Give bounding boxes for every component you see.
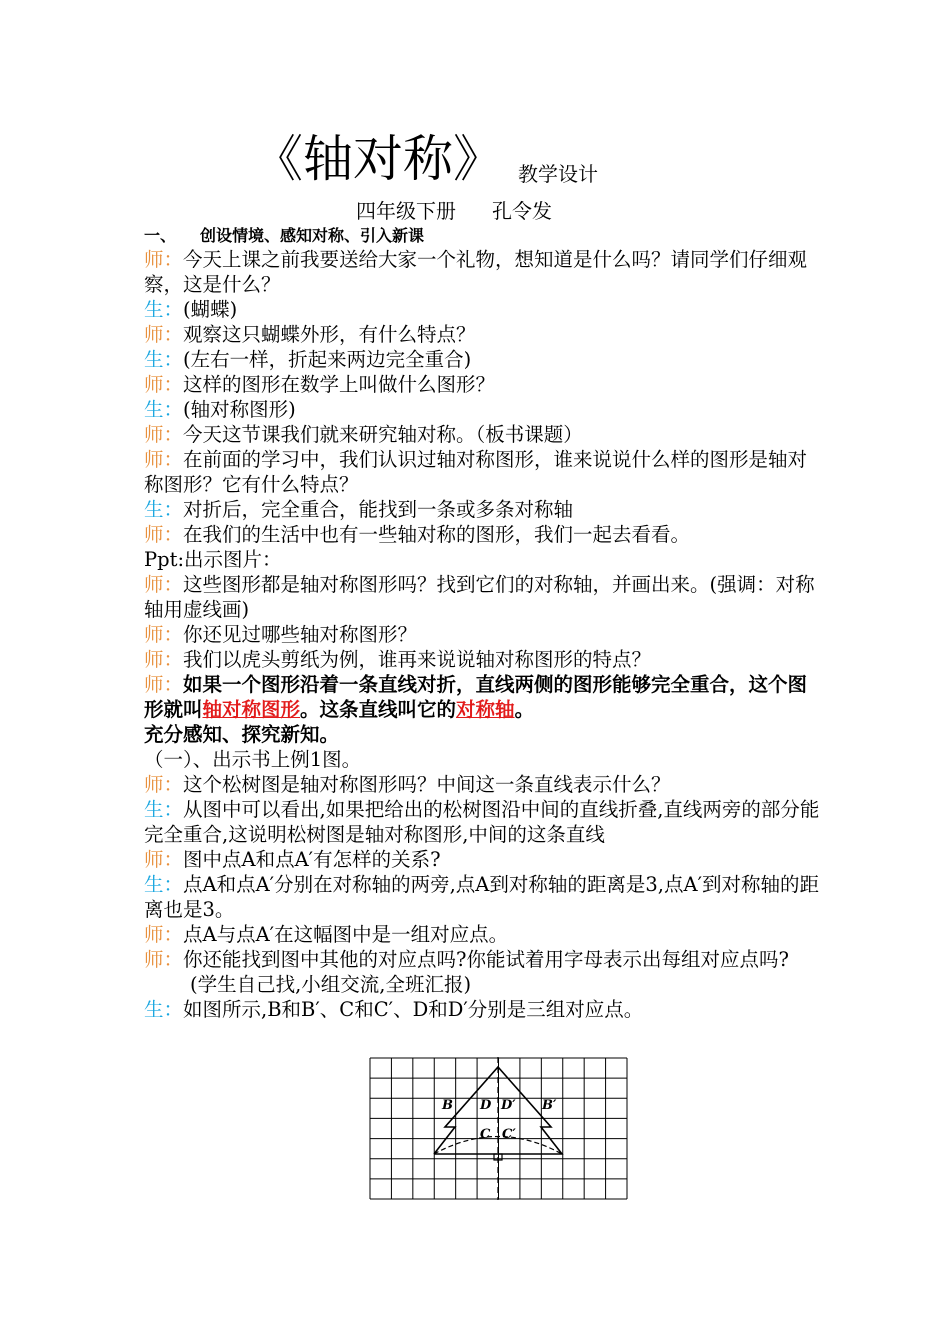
activity-note: (学生自己找,小组交流,全班汇报) [190,973,472,996]
teacher-label: 师： [144,948,184,971]
term-symmetry-axis: 对称轴 [456,698,515,721]
grade-label: 四年级下册 [356,199,456,223]
teacher-label: 师： [144,423,184,446]
student-label: 生： [144,398,184,421]
title-suffix: 教学设计 [518,162,598,186]
subsection-heading: （一）、出示书上例1图。 [144,748,362,771]
byline [356,197,552,225]
point-label-B: B [442,1098,453,1113]
point-label-C: C [480,1127,491,1142]
point-label-B-prime: B′ [542,1098,557,1113]
teacher-label: 师： [144,523,184,546]
student-label: 生： [144,998,184,1021]
point-label-D: D [480,1098,492,1113]
dialogue-line: 师：在我们的生活中也有一些轴对称的图形，我们一起去看看。 [144,523,691,546]
pine-tree-grid-figure [369,1057,628,1200]
dialogue-line: 师：观察这只蝴蝶外形，有什么特点？ [144,323,476,346]
dialogue-line: 师：在前面的学习中，我们认识过轴对称图形，谁来说说什么样的图形是轴对称图形？它有什么特点？ [144,448,808,496]
teacher-label: 师： [144,773,184,796]
student-label: 生： [144,298,184,321]
teacher-label: 师： [144,648,184,671]
teacher-label: 师： [144,448,184,471]
teacher-label: 师： [144,923,184,946]
dialogue-line: 师：今天上课之前我要送给大家一个礼物，想知道是什么吗？请同学们仔细观察，这是什么？ [144,248,808,296]
dialogue-line: 师：这些图形都是轴对称图形吗？找到它们的对称轴，并画出来。(强调：对称轴用虚线画) [144,573,815,621]
ppt-note: Ppt:出示图片： [144,548,282,571]
dialogue-line: 生：(左右一样，折起来两边完全重合) [144,348,472,371]
dialogue-line: 师：图中点A和点A′有怎样的关系? [144,848,441,871]
dialogue-line: 师：这样的图形在数学上叫做什么图形？ [144,373,496,396]
teacher-label: 师： [144,323,184,346]
point-label-D-prime: D′ [501,1098,516,1113]
section-heading: 充分感知、探究新知。 [144,723,340,746]
teacher-label: 师： [144,373,184,396]
dialogue-line: 生：(轴对称图形) [144,398,296,421]
teacher-label: 师： [144,573,184,596]
term-axisymmetric-figure: 轴对称图形 [202,698,301,721]
definition-line: 师：如果一个图形沿着一条直线对折，直线两侧的图形能够完全重合，这个图形就叫轴对称图形。这条直线叫它的对称轴。 [144,673,808,721]
teacher-label: 师： [144,848,184,871]
lesson-body [144,224,820,1022]
dialogue-line: 师：我们以虎头剪纸为例，谁再来说说轴对称图形的特点？ [144,648,652,671]
document-title: 《轴对称》 [253,130,503,188]
dialogue-line: 生：对折后，完全重合，能找到一条或多条对称轴 [144,498,574,521]
teacher-label: 师： [144,623,184,646]
dialogue-line: 师：你还见过哪些轴对称图形？ [144,623,418,646]
point-label-C-prime: C′ [502,1127,516,1142]
dialogue-line: 师：你还能找到图中其他的对应点吗?你能试着用字母表示出每组对应点吗? [144,948,789,971]
student-label: 生： [144,498,184,521]
dialogue-line: 生：从图中可以看出,如果把给出的松树图沿中间的直线折叠,直线两旁的部分能完全重合,这说明松树图是轴对称图形,中间的这条直线 [144,798,820,846]
teacher-label: 师： [144,673,184,696]
dialogue-line: 生：如图所示,B和B′、C和C′、D和D′分别是三组对应点。 [144,998,644,1021]
author-name: 孔令发 [492,199,552,223]
dialogue-line: 师：这个松树图是轴对称图形吗？中间这一条直线表示什么？ [144,773,671,796]
student-label: 生： [144,798,184,821]
dialogue-line: 师：点A与点A′在这幅图中是一组对应点。 [144,923,509,946]
teacher-label: 师： [144,248,184,271]
dialogue-line: 生：点A和点A′分别在对称轴的两旁,点A到对称轴的距离是3,点A′到对称轴的距离也是3。 [144,873,820,921]
student-label: 生： [144,348,184,371]
section-heading: 一、 创设情境、感知对称、引入新课 [144,226,425,245]
dialogue-line: 师：今天这节课我们就来研究轴对称。（板书课题） [144,423,583,446]
student-label: 生： [144,873,184,896]
dialogue-line: 生：(蝴蝶) [144,298,238,321]
